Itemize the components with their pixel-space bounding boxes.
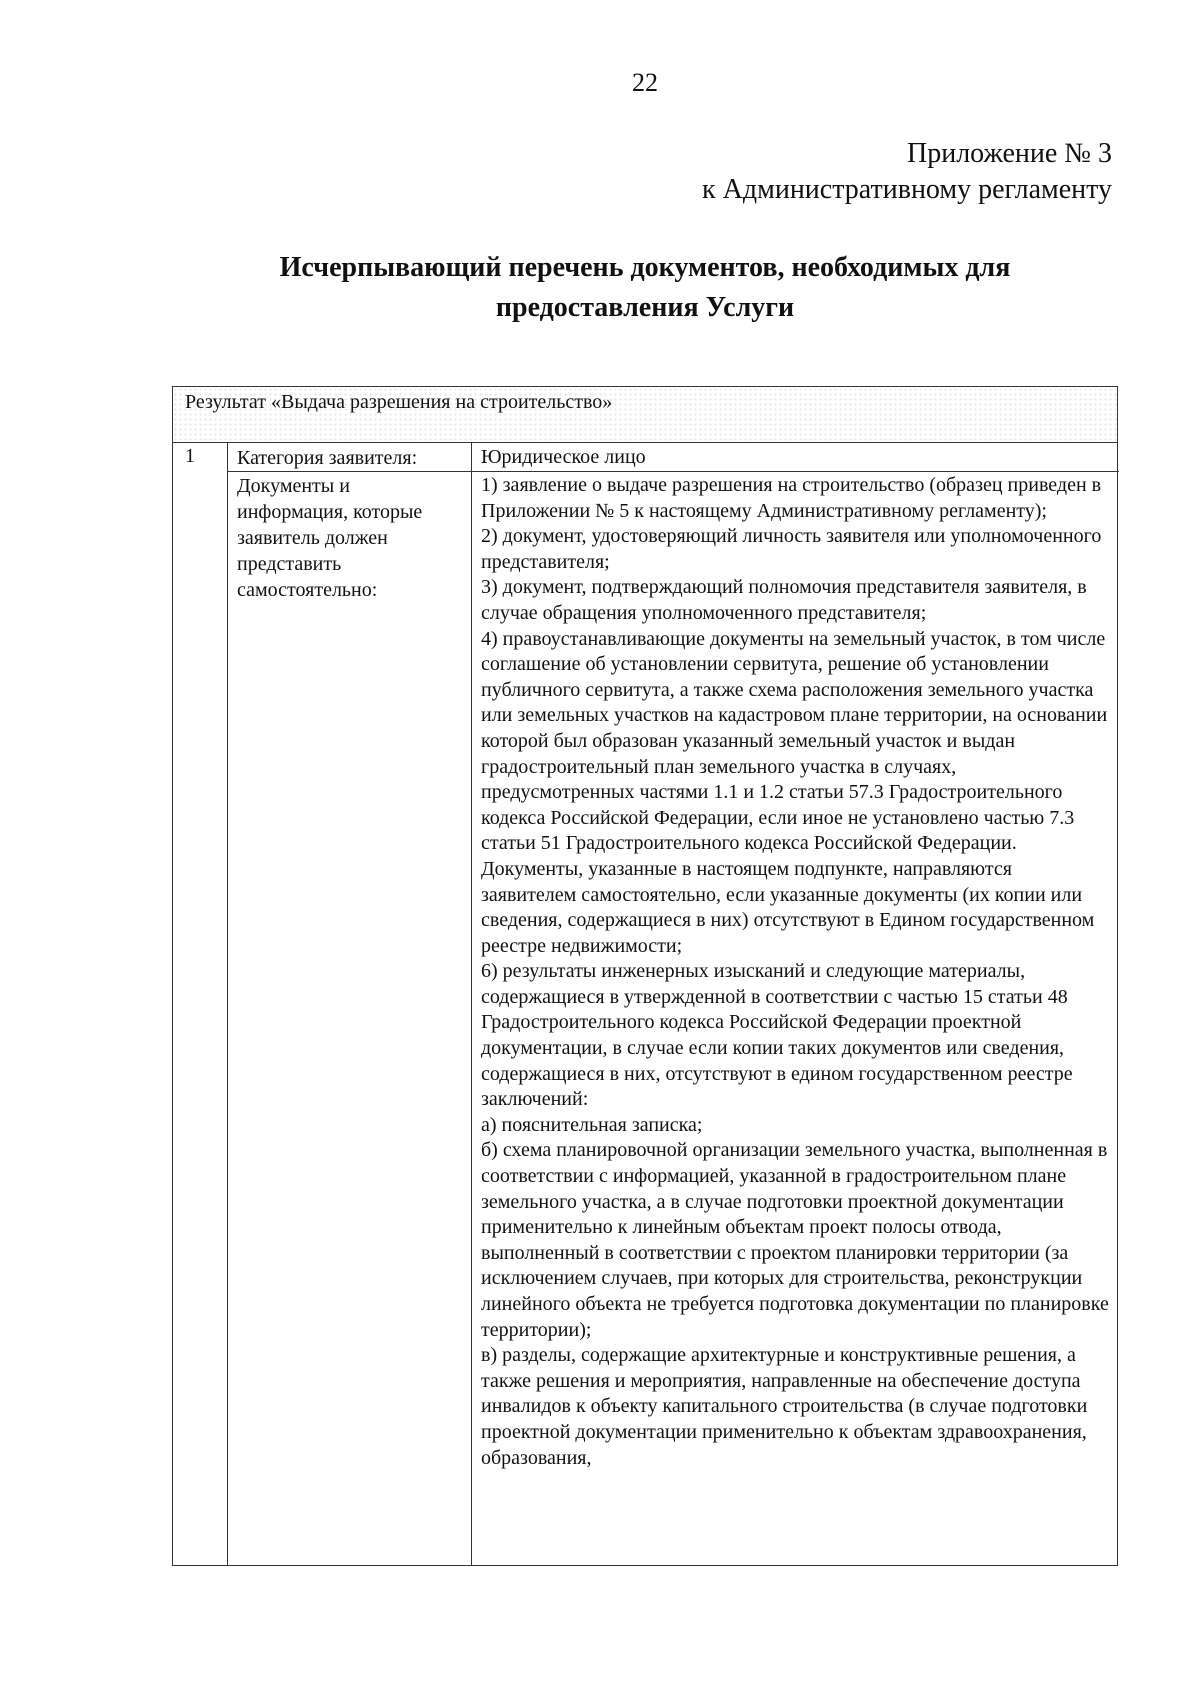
column-divider-1	[227, 443, 228, 1565]
appendix-line-2: к Административному регламенту	[702, 174, 1112, 205]
document-item-6a: а) пояснительная записка;	[481, 1113, 703, 1136]
document-item-1: 1) заявление о выдаче разрешения на строительство (образец приведен в Приложении № 5 к настоящему Административному регламенту);	[481, 474, 1102, 522]
title-line-2: предоставления Услуги	[495, 292, 795, 323]
category-label: Категория заявителя:	[237, 447, 418, 469]
documents-table	[172, 386, 1118, 1566]
label-column	[237, 445, 427, 603]
column-divider-2	[471, 443, 472, 1565]
document-item-6v: в) разделы, содержащие архитектурные и конструктивные решения, а также решения и мероприятия, направленные на обеспечение доступа инвалидов к объекту капитального строительства (в случае подготовки проектной документации применительно к объектам здравоохранения, образования,	[481, 1344, 1088, 1469]
result-header-text: Результат «Выдача разрешения на строительство»	[185, 391, 613, 413]
content-column	[481, 445, 1109, 1471]
appendix-heading	[702, 136, 1112, 208]
title-line-1: Исчерпывающий перечень документов, необходимых для	[279, 252, 1011, 283]
document-item-4: 4) правоустанавливающие документы на земельный участок, в том числе соглашение об установлении сервитута, решение об установлении публичного сервитута, а также схема расположения земельного участка или земельных участков на кадастровом плане территории, на основании которой был образован указанный земельный участок и выдан градостроительный план земельного участка в случаях, предусмотренных частями 1.1 и 1.2 статьи 57.3 Градостроительного кодекса Российской Федерации, если иное не установлено частью 7.3 статьи 51 Градостроительного кодекса Российской Федерации. Документы, указанные в настоящем подпункте, направляются заявителем самостоятельно, если указанные документы (их копии или сведения, содержащиеся в них) отсутствуют в Едином государственном реестре недвижимости;	[481, 627, 1108, 957]
appendix-line-1: Приложение № 3	[907, 138, 1112, 169]
document-item-6b: б) схема планировочной организации земельного участка, выполненная в соответствии с информацией, указанной в градостроительном плане земельного участка, а в случае подготовки проектной документации применительно к линейным объектам проект полосы отвода, выполненный в соответствии с проектом планировки территории (за исключением случаев, при которых для строительства, реконструкции линейного объекта не требуется подготовка документации по планировке территории);	[481, 1139, 1109, 1341]
documents-label: Документы и информация, которые заявитель должен представить самостоятельно:	[237, 475, 423, 601]
page-number: 22	[632, 68, 658, 97]
document-item-2: 2) документ, удостоверяющий личность заявителя или уполномоченного представителя;	[481, 525, 1102, 573]
document-title	[0, 248, 1200, 328]
document-item-6: 6) результаты инженерных изысканий и следующие материалы, содержащиеся в утвержденной в соответствии с частью 15 статьи 48 Градостроительного кодекса Российской Федерации проектной документации, в случае если копии таких документов или сведения, содержащиеся в них, отсутствуют в едином государственном реестре заключений:	[481, 960, 1073, 1111]
category-value: Юридическое лицо	[481, 446, 646, 468]
row-number: 1	[185, 445, 195, 467]
document-item-3: 3) документ, подтверждающий полномочия представителя заявителя, в случае обращения уполномоченного представителя;	[481, 576, 1087, 624]
result-header-row	[173, 387, 1117, 443]
